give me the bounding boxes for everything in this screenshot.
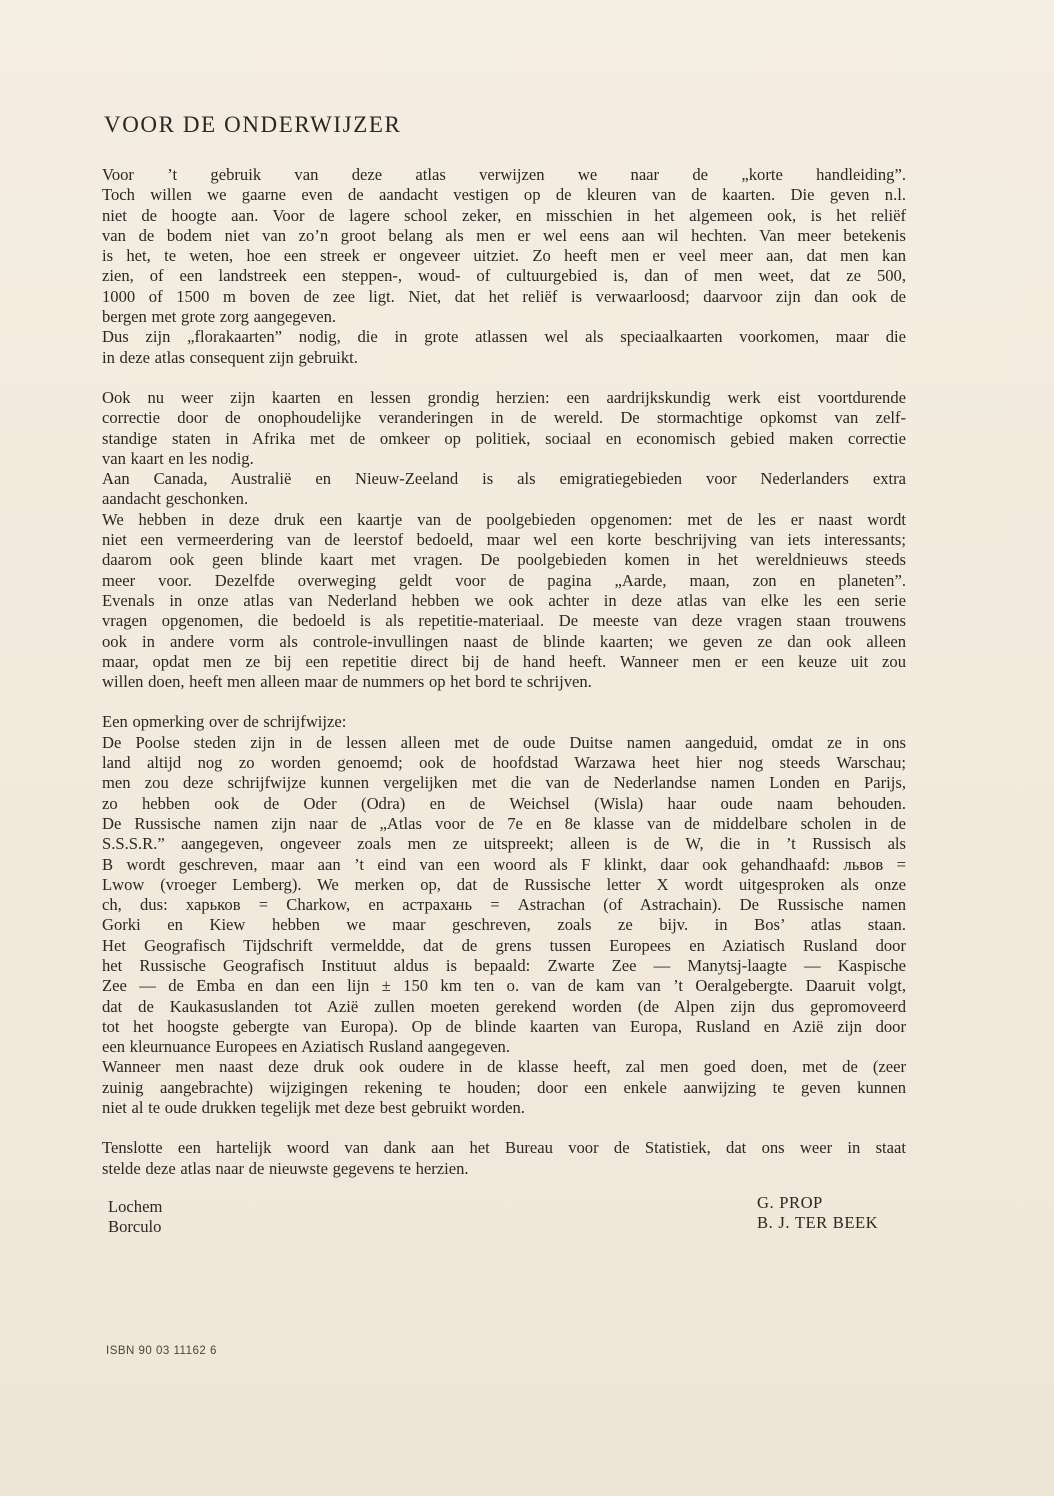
text-line: tot het hoogste gebergte van Europa). Op de blinde kaarten van Europa, Rusland en Azië zijn door: [102, 1016, 906, 1036]
text-line: ook in andere vorm als controle-invullingen naast de blinde kaarten; we geven ze dan ook alleen: [102, 631, 906, 651]
paragraph: [102, 388, 906, 692]
text-line: niet de hoogte aan. Voor de lagere school zeker, en misschien in het algemeen ook, is het reliëf: [102, 205, 906, 225]
text-line: een kleurnuance Europees en Aziatisch Rusland aangegeven.: [102, 1037, 510, 1057]
text-line: vragen opgenomen, die bedoeld is als repetitie-materiaal. De meeste van deze vragen staan trouwens: [102, 611, 906, 631]
text-line: meer voor. Dezelfde overweging geldt voor de pagina „Aarde, maan, zon en planeten”.: [102, 570, 906, 590]
place-line: Borculo: [108, 1217, 162, 1237]
text-line: willen doen, heeft men alleen maar de nummers op het bord te schrijven.: [102, 672, 592, 692]
text-line: Tenslotte een hartelijk woord van dank aan het Bureau voor de Statistiek, dat ons weer in staat: [102, 1138, 906, 1158]
text-line: land altijd nog zo worden genoemd; ook de hoofdstad Warzawa heet hier nog steeds Warschau;: [102, 753, 906, 773]
text-line: daarom ook geen blinde kaart met vragen. De poolgebieden komen in het wereldnieuws steeds: [102, 550, 906, 570]
text-line: Voor ’t gebruik van deze atlas verwijzen we naar de „korte handleiding”.: [102, 165, 906, 184]
text-line: standige staten in Afrika met de omkeer op politiek, sociaal en economisch gebied maken correctie: [102, 428, 906, 448]
text-line: niet een vermeerdering van de leerstof bedoeld, maar wel een korte beschrijving van iets interessants;: [102, 530, 906, 550]
paragraph: [102, 1138, 906, 1179]
paragraph: [102, 712, 906, 1118]
text-line: ch, dus: харьков = Charkow, en астрахань = Astrachan (of Astrachain). De Russische namen: [102, 895, 906, 915]
text-line: 1000 of 1500 m boven de zee ligt. Niet, dat het reliëf is verwaarloosd; daarvoor zijn dan ook de: [102, 286, 906, 306]
text-line: B wordt geschreven, maar aan ’t eind van een woord als F klinkt, daar ook gehandhaafd: львов =: [102, 854, 906, 874]
text-line: De Poolse steden zijn in de lessen alleen met de oude Duitse namen aangeduid, omdat ze in ons: [102, 732, 906, 752]
author-line: B. J. TER BEEK: [757, 1213, 879, 1233]
text-line: Lwow (vroeger Lemberg). We merken op, dat de Russische letter X wordt uitgesproken als onze: [102, 874, 906, 894]
signature-places: [108, 1197, 162, 1238]
text-line: Dus zijn „florakaarten” nodig, die in grote atlassen wel als speciaalkaarten voorkomen, maar die: [102, 327, 906, 347]
text-line: van kaart en les nodig.: [102, 448, 254, 468]
text-line: zuinig aangebrachte) wijzigingen rekening te houden; door een enkele aanwijzing te geven kunnen: [102, 1077, 906, 1097]
text-line: maar, opdat men ze bij een repetitie direct bij de hand heeft. Wanneer men er een keuze uit zou: [102, 651, 906, 671]
text-line: Toch willen we gaarne even de aandacht vestigen op de kleuren van de kaarten. Die geven n.l.: [102, 185, 906, 205]
text-line: Een opmerking over de schrijfwijze:: [102, 712, 347, 732]
text-line: aandacht geschonken.: [102, 489, 249, 509]
text-line: dat de Kaukasuslanden tot Azië zullen moeten gerekend worden (de Alpen zijn dus gepromoveerd: [102, 996, 906, 1016]
text-line: in deze atlas consequent zijn gebruikt.: [102, 347, 358, 367]
signature-authors: [757, 1193, 878, 1234]
text-line: van de bodem niet van zo’n groot belang als men er wel eens aan wil hechten. Van meer betekenis: [102, 225, 906, 245]
page-heading: VOOR DE ONDERWIJZER: [104, 112, 402, 137]
text-line: De Russische namen zijn naar de „Atlas voor de 7e en 8e klasse van de middelbare scholen in de: [102, 813, 906, 833]
text-line: Ook nu weer zijn kaarten en lessen grondig herzien: een aardrijkskundig werk eist voortdurende: [102, 387, 906, 407]
text-line: Evenals in onze atlas van Nederland hebben we ook achter in deze atlas van elke les een serie: [102, 590, 906, 610]
text-line: We hebben in deze druk een kaartje van de poolgebieden opgenomen: met de les er naast wordt: [102, 509, 906, 529]
text-line: niet al te oude drukken tegelijk met deze best gebruikt worden.: [102, 1098, 525, 1118]
text-line: zo hebben ook de Oder (Odra) en de Weichsel (Wisla) haar oude naam behouden.: [102, 793, 906, 813]
text-line: bergen met grote zorg aangegeven.: [102, 307, 337, 327]
text-line: men zou deze schrijfwijze kunnen vergelijken met die van de Nederlandse namen Londen en Parijs,: [102, 773, 906, 793]
text-line: Zee — de Emba en dan een lijn ± 150 km ten o. van de kam van ’t Oeralgebergte. Daaruit volgt,: [102, 976, 906, 996]
author-line: G. PROP: [757, 1193, 823, 1212]
text-line: het Russische Geografisch Instituut aldus is bepaald: Zwarte Zee — Manytsj-laagte — Kaspische: [102, 955, 906, 975]
text-line: Het Geografisch Tijdschrift vermeldde, dat de grens tussen Europees en Aziatisch Rusland door: [102, 935, 906, 955]
paragraph: [102, 165, 906, 368]
text-line: Wanneer men naast deze druk ook oudere in de klasse heeft, zal men goed doen, met de (zeer: [102, 1057, 906, 1077]
text-line: S.S.S.R.” aangegeven, ongeveer zoals men ze uitspreekt; alleen is de W, die in ’t Russisch als: [102, 834, 906, 854]
text-line: zien, of een landstreek een steppen-, woud- of cultuurgebied is, dan of men weet, dat ze 500,: [102, 266, 906, 286]
body-text: [102, 165, 906, 1179]
text-line: Gorki en Kiew hebben we maar geschreven, zoals ze bijv. in Bos’ atlas staan.: [102, 915, 906, 935]
place-line: Lochem: [108, 1197, 163, 1216]
isbn-number: ISBN 90 03 11162 6: [106, 1345, 217, 1357]
text-line: Aan Canada, Australië en Nieuw-Zeeland is als emigratiegebieden voor Nederlanders extra: [102, 469, 906, 489]
text-line: correctie door de onophoudelijke veranderingen in de wereld. De stormachtige opkomst van zelf-: [102, 408, 906, 428]
text-line: stelde deze atlas naar de nieuwste gegevens te herzien.: [102, 1158, 469, 1178]
text-line: is het, te weten, hoe een streek er ongeveer uitziet. Zo heeft men er veel meer aan, dat men kan: [102, 246, 906, 266]
